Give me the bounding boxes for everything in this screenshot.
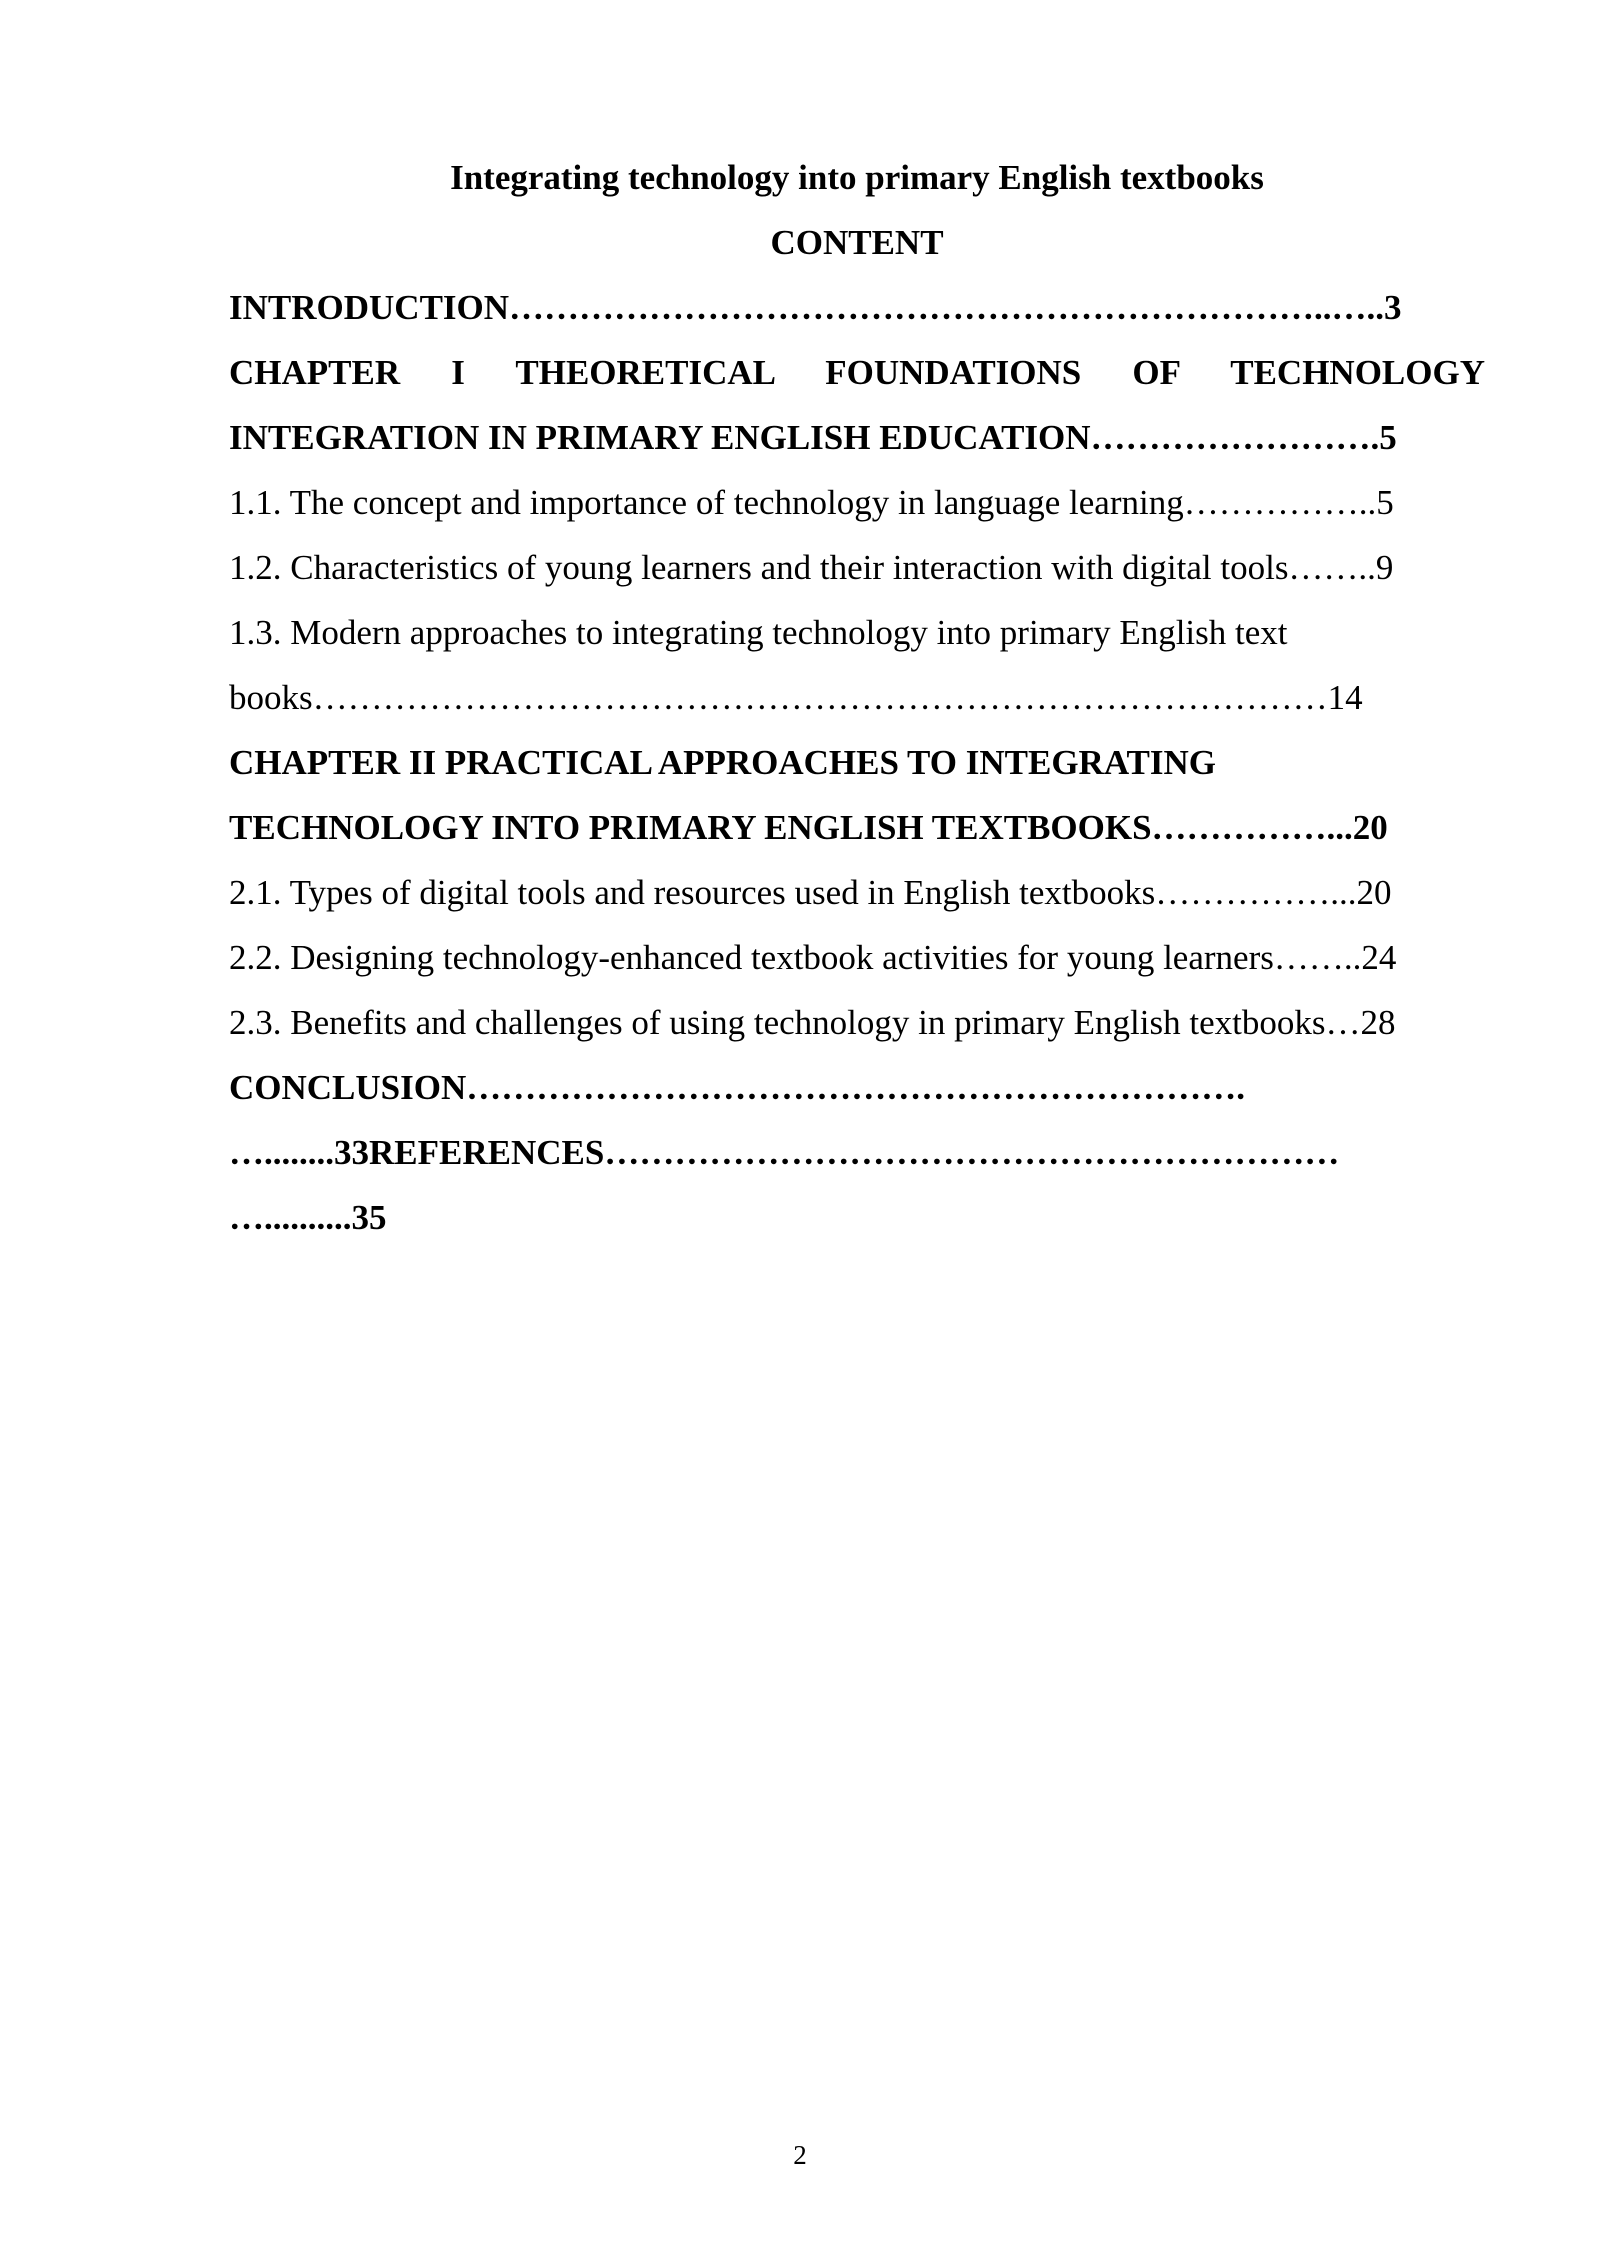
toc-conclusion-references-line: …........33REFERENCES……………………………………………………… bbox=[229, 1133, 1340, 1172]
toc-section-2-2: 2.2. Designing technology-enhanced textbook activities for young learners……..24 bbox=[229, 938, 1397, 977]
table-of-contents bbox=[229, 145, 1485, 1250]
page-number: 2 bbox=[793, 2140, 807, 2170]
toc-chapter-2-line-1: CHAPTER II PRACTICAL APPROACHES TO INTEGRATING bbox=[229, 743, 1216, 782]
toc-chapter-1-line-1: CHAPTER I THEORETICAL FOUNDATIONS OF TECHNOLOGY bbox=[229, 353, 1485, 392]
toc-section-2-3: 2.3. Benefits and challenges of using technology in primary English textbooks…28 bbox=[229, 1003, 1396, 1042]
document-title: Integrating technology into primary English textbooks bbox=[450, 158, 1264, 197]
toc-references-line-2: …..........35 bbox=[229, 1198, 387, 1237]
toc-section-1-3-line-1: 1.3. Modern approaches to integrating technology into primary English text bbox=[229, 613, 1288, 652]
toc-introduction: INTRODUCTION……………………………………………………………..…..3 bbox=[229, 288, 1402, 327]
content-heading: CONTENT bbox=[770, 223, 944, 262]
toc-conclusion-line-1: CONCLUSION…………………………………………………………. bbox=[229, 1068, 1246, 1107]
toc-section-1-3-line-2: books……………………………………………………………………………14 bbox=[229, 678, 1363, 717]
toc-section-1-2: 1.2. Characteristics of young learners and their interaction with digital tools……..9 bbox=[229, 548, 1394, 587]
toc-section-2-1: 2.1. Types of digital tools and resources used in English textbooks……………...20 bbox=[229, 873, 1392, 912]
toc-chapter-1-line-2: INTEGRATION IN PRIMARY ENGLISH EDUCATION…………………….5 bbox=[229, 418, 1397, 457]
toc-chapter-2-line-2: TECHNOLOGY INTO PRIMARY ENGLISH TEXTBOOKS……………...20 bbox=[229, 808, 1388, 847]
toc-section-1-1: 1.1. The concept and importance of technology in language learning……………..5 bbox=[229, 483, 1394, 522]
